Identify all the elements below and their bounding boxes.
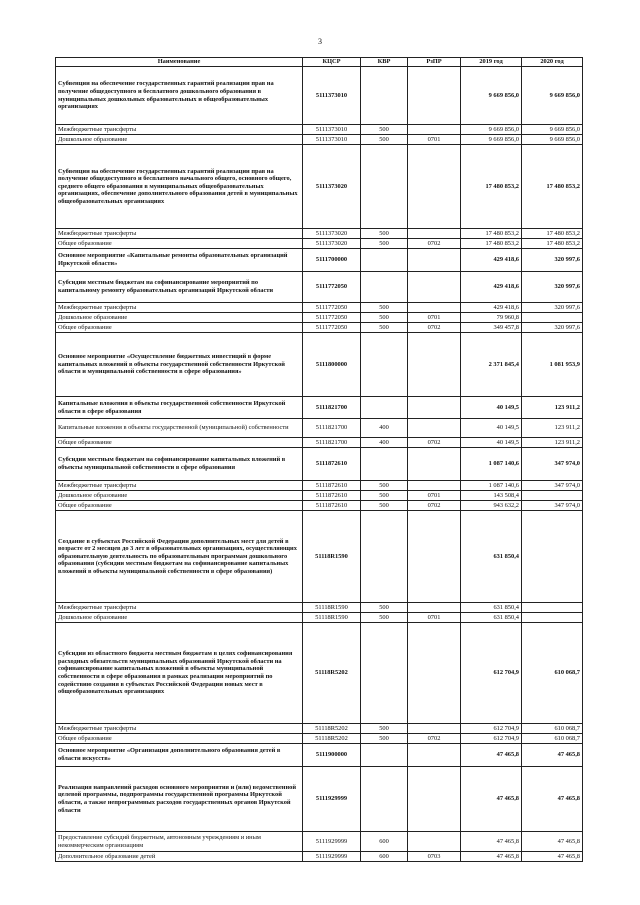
cell-rzpr: 0702	[408, 438, 461, 448]
cell-kvr: 500	[361, 135, 408, 145]
cell-name: Основное мероприятие «Организация дополнительного образования детей в области искусств»	[56, 744, 303, 767]
table-row	[56, 491, 583, 501]
header-kcsr: КЦСР	[303, 58, 361, 67]
cell-2019: 612 704,9	[461, 734, 522, 744]
cell-kvr: 500	[361, 734, 408, 744]
cell-name: Дополнительное образование детей	[56, 852, 303, 862]
cell-rzpr: 0701	[408, 135, 461, 145]
cell-kvr: 500	[361, 724, 408, 734]
cell-name: Реализация направлений расходов основного мероприятия и (или) ведомственной целевой программы, подпрограммы государственной программы Иркутской области, а также непрограммных расходов государственных органов Иркутской области	[56, 767, 303, 832]
cell-rzpr	[408, 333, 461, 397]
cell-name: Основное мероприятие «Капитальные ремонты образовательных организаций Иркутской области»	[56, 249, 303, 272]
cell-kcsr: 51118R5202	[303, 734, 361, 744]
cell-2020: 17 480 853,2	[522, 239, 583, 249]
cell-rzpr: 0701	[408, 313, 461, 323]
cell-2020: 347 974,0	[522, 481, 583, 491]
cell-2020: 320 997,6	[522, 249, 583, 272]
table-row	[56, 438, 583, 448]
cell-kvr	[361, 145, 408, 229]
table-row	[56, 67, 583, 125]
cell-rzpr	[408, 229, 461, 239]
cell-kvr: 400	[361, 438, 408, 448]
cell-2020: 47 465,8	[522, 767, 583, 832]
cell-2019: 429 418,6	[461, 272, 522, 303]
cell-kvr: 500	[361, 125, 408, 135]
cell-name: Общее образование	[56, 239, 303, 249]
cell-kvr: 500	[361, 313, 408, 323]
cell-2019: 631 850,4	[461, 613, 522, 623]
cell-rzpr	[408, 67, 461, 125]
cell-2019: 9 669 856,0	[461, 67, 522, 125]
cell-rzpr	[408, 272, 461, 303]
cell-2020	[522, 603, 583, 613]
cell-kcsr: 5111872610	[303, 448, 361, 481]
table-row	[56, 323, 583, 333]
cell-kvr: 500	[361, 229, 408, 239]
cell-name: Дошкольное образование	[56, 135, 303, 145]
cell-kcsr: 5111929999	[303, 832, 361, 852]
cell-kcsr: 5111872610	[303, 481, 361, 491]
header-name: Наименование	[56, 58, 303, 67]
table-row	[56, 501, 583, 511]
table-row	[56, 511, 583, 603]
cell-2020	[522, 313, 583, 323]
cell-kvr	[361, 511, 408, 603]
table-row	[56, 832, 583, 852]
cell-2020: 347 974,0	[522, 501, 583, 511]
cell-kvr: 500	[361, 303, 408, 313]
cell-name: Общее образование	[56, 501, 303, 511]
cell-kcsr: 5111373010	[303, 125, 361, 135]
cell-2020	[522, 511, 583, 603]
cell-rzpr	[408, 744, 461, 767]
cell-name: Дошкольное образование	[56, 491, 303, 501]
cell-kcsr: 5111772050	[303, 313, 361, 323]
cell-kcsr: 51118R5202	[303, 623, 361, 724]
cell-rzpr: 0702	[408, 501, 461, 511]
cell-2019: 79 960,8	[461, 313, 522, 323]
cell-2020: 9 669 856,0	[522, 125, 583, 135]
cell-2020: 123 911,2	[522, 397, 583, 419]
cell-rzpr: 0702	[408, 734, 461, 744]
cell-kcsr: 5111772050	[303, 272, 361, 303]
cell-2019: 429 418,6	[461, 303, 522, 313]
cell-2019: 47 465,8	[461, 767, 522, 832]
cell-name: Субвенции на обеспечение государственных гарантий реализации прав на получение общедоступного и бесплатного начального общего, основного общего, среднего общего образования в муниципальных общеобразовательных организациях, обеспечение дополнительного образования детей в муниципальных общеобразовательных организациях	[56, 145, 303, 229]
cell-2020: 47 465,8	[522, 832, 583, 852]
cell-kvr: 500	[361, 239, 408, 249]
cell-2019: 47 465,8	[461, 832, 522, 852]
cell-2020: 320 997,6	[522, 303, 583, 313]
table-row	[56, 613, 583, 623]
cell-kvr	[361, 67, 408, 125]
cell-2020: 17 480 853,2	[522, 145, 583, 229]
table-row	[56, 724, 583, 734]
cell-kcsr: 5111900000	[303, 744, 361, 767]
table-row	[56, 603, 583, 613]
cell-name: Субвенции на обеспечение государственных гарантий реализации прав на получение общедоступного и бесплатного дошкольного образования в муниципальных дошкольных образовательных и общеобразовательных организациях	[56, 67, 303, 125]
cell-2019: 943 632,2	[461, 501, 522, 511]
cell-rzpr	[408, 481, 461, 491]
cell-kcsr: 5111929999	[303, 767, 361, 832]
cell-rzpr	[408, 125, 461, 135]
cell-2019: 1 087 140,6	[461, 448, 522, 481]
cell-rzpr	[408, 832, 461, 852]
cell-2020: 320 997,6	[522, 323, 583, 333]
cell-rzpr: 0703	[408, 852, 461, 862]
cell-rzpr	[408, 145, 461, 229]
cell-kcsr: 5111872610	[303, 501, 361, 511]
cell-kvr	[361, 333, 408, 397]
cell-name: Капитальные вложения в объекты государственной (муниципальной) собственности	[56, 419, 303, 438]
cell-2019: 612 704,9	[461, 623, 522, 724]
cell-kcsr: 5111821700	[303, 438, 361, 448]
cell-rzpr: 0701	[408, 613, 461, 623]
cell-2019: 9 669 856,0	[461, 135, 522, 145]
cell-name: Общее образование	[56, 734, 303, 744]
cell-rzpr	[408, 623, 461, 724]
cell-2019: 17 480 853,2	[461, 239, 522, 249]
cell-kcsr: 51118R1590	[303, 511, 361, 603]
cell-kcsr: 5111929999	[303, 852, 361, 862]
cell-2019: 2 371 845,4	[461, 333, 522, 397]
cell-2019: 17 480 853,2	[461, 145, 522, 229]
cell-rzpr	[408, 419, 461, 438]
cell-rzpr: 0701	[408, 491, 461, 501]
cell-2019: 429 418,6	[461, 249, 522, 272]
cell-kvr: 500	[361, 481, 408, 491]
cell-2019: 47 465,8	[461, 744, 522, 767]
header-rzpr: РзПР	[408, 58, 461, 67]
cell-name: Межбюджетные трансферты	[56, 724, 303, 734]
budget-table	[55, 57, 583, 862]
cell-kcsr: 5111821700	[303, 397, 361, 419]
cell-rzpr	[408, 448, 461, 481]
cell-2019: 143 508,4	[461, 491, 522, 501]
cell-kvr	[361, 744, 408, 767]
cell-name: Создание в субъектах Российской Федерации дополнительных мест для детей в возрасте от 2 месяцев до 3 лет в образовательных организациях, осуществляющих образовательную деятельность по образовательным программам дошкольного образования (субсидии местным бюджетам на софинансирование капитальных вложений в объекты муниципальной собственности в сфере образования)	[56, 511, 303, 603]
cell-kcsr: 5111821700	[303, 419, 361, 438]
cell-kvr: 600	[361, 832, 408, 852]
cell-kvr: 400	[361, 419, 408, 438]
cell-rzpr	[408, 603, 461, 613]
cell-name: Дошкольное образование	[56, 613, 303, 623]
cell-name: Основное мероприятие «Осуществление бюджетных инвестиций в форме капитальных вложений в объекты государственной собственности Иркутской области и муниципальной собственности в сфере образования»	[56, 333, 303, 397]
cell-name: Межбюджетные трансферты	[56, 603, 303, 613]
cell-2019: 631 850,4	[461, 511, 522, 603]
cell-rzpr	[408, 303, 461, 313]
cell-kcsr: 5111700000	[303, 249, 361, 272]
header-2019: 2019 год	[461, 58, 522, 67]
cell-2020: 47 465,8	[522, 852, 583, 862]
cell-2020	[522, 491, 583, 501]
cell-name: Межбюджетные трансферты	[56, 303, 303, 313]
cell-2020: 1 081 953,9	[522, 333, 583, 397]
cell-kvr	[361, 623, 408, 724]
table-row	[56, 734, 583, 744]
cell-kcsr: 51118R5202	[303, 724, 361, 734]
table-row	[56, 239, 583, 249]
cell-rzpr	[408, 511, 461, 603]
cell-kcsr: 5111373020	[303, 239, 361, 249]
table-row	[56, 145, 583, 229]
cell-2020: 123 911,2	[522, 438, 583, 448]
page-number: 3	[318, 37, 322, 46]
cell-kvr	[361, 767, 408, 832]
cell-kvr	[361, 397, 408, 419]
cell-name: Межбюджетные трансферты	[56, 481, 303, 491]
table-row	[56, 852, 583, 862]
cell-kvr	[361, 249, 408, 272]
cell-2020: 123 911,2	[522, 419, 583, 438]
cell-2019: 40 149,5	[461, 419, 522, 438]
cell-2020: 17 480 853,2	[522, 229, 583, 239]
cell-2019: 612 704,9	[461, 724, 522, 734]
cell-rzpr	[408, 767, 461, 832]
table-row	[56, 125, 583, 135]
cell-name: Предоставление субсидий бюджетным, автономным учреждениям и иным некоммерческим организациям	[56, 832, 303, 852]
table-row	[56, 249, 583, 272]
cell-name: Межбюджетные трансферты	[56, 125, 303, 135]
table-row	[56, 419, 583, 438]
cell-2019: 47 465,8	[461, 852, 522, 862]
table-row	[56, 481, 583, 491]
cell-name: Общее образование	[56, 438, 303, 448]
cell-2019: 349 457,8	[461, 323, 522, 333]
cell-kvr: 500	[361, 603, 408, 613]
cell-rzpr: 0702	[408, 323, 461, 333]
cell-rzpr: 0702	[408, 239, 461, 249]
cell-2019: 1 087 140,6	[461, 481, 522, 491]
table-row	[56, 135, 583, 145]
table-row	[56, 767, 583, 832]
cell-name: Дошкольное образование	[56, 313, 303, 323]
cell-2020: 9 669 856,0	[522, 67, 583, 125]
cell-2020: 610 068,7	[522, 724, 583, 734]
cell-name: Общее образование	[56, 323, 303, 333]
cell-kcsr: 5111373010	[303, 67, 361, 125]
cell-name: Капитальные вложения в объекты государственной собственности Иркутской области в сфере образования	[56, 397, 303, 419]
cell-2019: 9 669 856,0	[461, 125, 522, 135]
cell-kcsr: 5111772050	[303, 303, 361, 313]
cell-2020: 610 068,7	[522, 734, 583, 744]
table-row	[56, 397, 583, 419]
header-2020: 2020 год	[522, 58, 583, 67]
cell-name: Субсидии местным бюджетам на софинансирование капитальных вложений в объекты муниципальной собственности в сфере образования	[56, 448, 303, 481]
cell-name: Субсидии местным бюджетам на софинансирование мероприятий по капитальному ремонту образовательных организаций Иркутской области	[56, 272, 303, 303]
cell-2019: 40 149,5	[461, 438, 522, 448]
cell-2020	[522, 613, 583, 623]
table-header-row	[56, 58, 583, 67]
cell-kcsr: 51118R1590	[303, 603, 361, 613]
table-row	[56, 448, 583, 481]
header-kvr: КВР	[361, 58, 408, 67]
cell-kvr: 500	[361, 613, 408, 623]
cell-kcsr: 5111373010	[303, 135, 361, 145]
cell-kvr	[361, 448, 408, 481]
cell-name: Субсидии из областного бюджета местным бюджетам в целях софинансирования расходных обязательств муниципальных образований Иркутской области на софинансирование капитальных вложений в объекты муниципальной собственности в сфере образования в рамках реализации мероприятий по содействию создания в субъектах Российской Федерации новых мест в общеобразовательных организациях	[56, 623, 303, 724]
cell-rzpr	[408, 249, 461, 272]
table-row	[56, 272, 583, 303]
cell-2020: 610 068,7	[522, 623, 583, 724]
cell-2019: 631 850,4	[461, 603, 522, 613]
cell-kvr: 500	[361, 491, 408, 501]
table-body	[56, 67, 583, 862]
table-row	[56, 229, 583, 239]
cell-kvr: 500	[361, 501, 408, 511]
cell-kvr	[361, 272, 408, 303]
cell-2020: 47 465,8	[522, 744, 583, 767]
cell-2020: 347 974,0	[522, 448, 583, 481]
cell-2020: 320 997,6	[522, 272, 583, 303]
table-row	[56, 623, 583, 724]
cell-kcsr: 5111800000	[303, 333, 361, 397]
cell-name: Межбюджетные трансферты	[56, 229, 303, 239]
cell-kcsr: 5111872610	[303, 491, 361, 501]
table-row	[56, 303, 583, 313]
cell-kcsr: 5111772050	[303, 323, 361, 333]
cell-rzpr	[408, 397, 461, 419]
cell-kvr: 500	[361, 323, 408, 333]
cell-kcsr: 51118R1590	[303, 613, 361, 623]
cell-2019: 17 480 853,2	[461, 229, 522, 239]
cell-kcsr: 5111373020	[303, 229, 361, 239]
cell-2020: 9 669 856,0	[522, 135, 583, 145]
cell-kvr: 600	[361, 852, 408, 862]
cell-2019: 40 149,5	[461, 397, 522, 419]
cell-rzpr	[408, 724, 461, 734]
table-row	[56, 744, 583, 767]
table-row	[56, 333, 583, 397]
cell-kcsr: 5111373020	[303, 145, 361, 229]
table-row	[56, 313, 583, 323]
